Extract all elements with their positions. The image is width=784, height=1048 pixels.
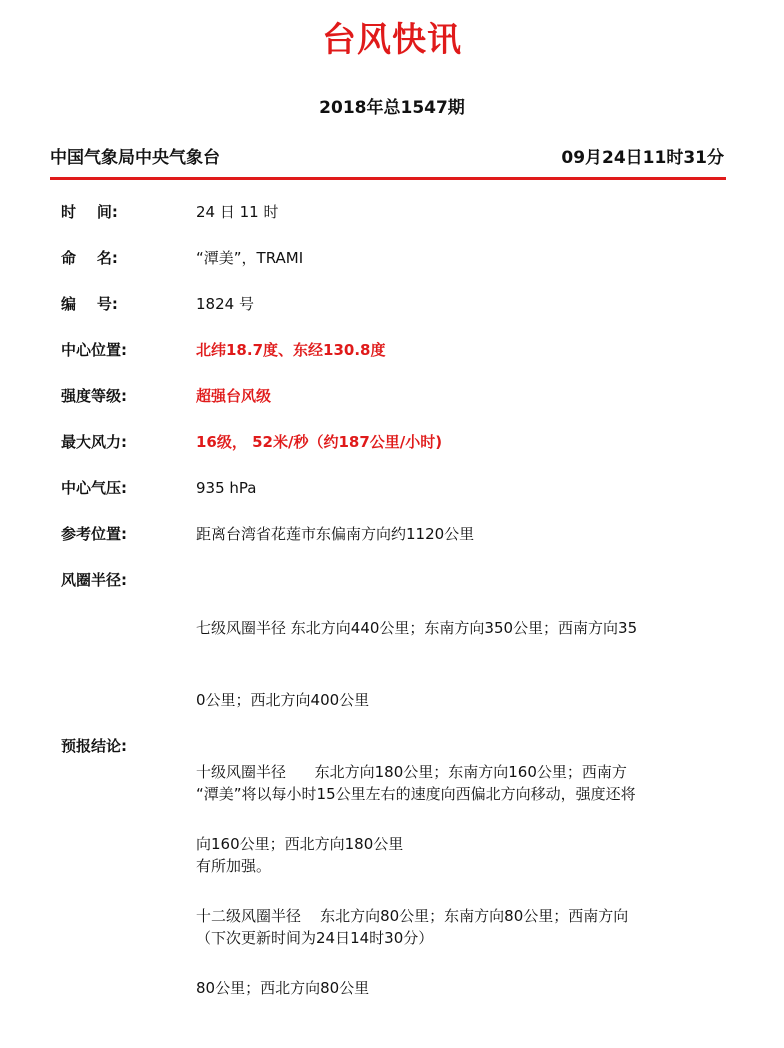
- field-value: 935 hPa: [196, 479, 257, 497]
- field-value: 北纬18.7度、东经130.8度: [196, 341, 386, 359]
- bulletin-header: [50, 143, 728, 173]
- field-label: 时 间:: [61, 203, 118, 221]
- field-label: 编 号:: [61, 295, 118, 313]
- forecast-line: （下次更新时间为24日14时30分）: [196, 929, 434, 947]
- field-label: 中心位置:: [61, 341, 127, 359]
- wind-radius-line: 七级风圈半径 东北方向440公里；东南方向350公里；西南方向35: [196, 619, 638, 637]
- field-label: 风圈半径:: [61, 571, 127, 589]
- page-title: 台风快讯: [322, 20, 462, 60]
- field-label: 命 名:: [61, 249, 118, 267]
- wind-radius-line: 向160公里；西北方向180公里: [196, 835, 404, 853]
- field-label: 中心气压:: [61, 479, 127, 497]
- field-value: 距离台湾省花莲市东偏南方向约1120公里: [196, 525, 475, 543]
- forecast-line: “潭美”将以每小时15公里左右的速度向西偏北方向移动，强度还将: [196, 785, 636, 803]
- issue-number: 2018年总1547期: [319, 98, 465, 118]
- field-label: 最大风力:: [61, 433, 127, 451]
- wind-radius-line: 80公里；西北方向80公里: [196, 979, 370, 997]
- forecast-line: 有所加强。: [196, 857, 272, 875]
- field-label: 参考位置:: [61, 525, 127, 543]
- agency-name: 中国气象局中央气象台: [50, 148, 220, 168]
- field-label: 强度等级:: [61, 387, 127, 405]
- field-value: 16级， 52米/秒（约187公里/小时): [196, 433, 443, 451]
- field-value: 24 日 11 时: [196, 203, 279, 221]
- header-divider: [50, 177, 726, 180]
- wind-radius-line: 十级风圈半径 东北方向180公里；东南方向160公里；西南方: [196, 763, 627, 781]
- field-value: 超强台风级: [196, 387, 272, 405]
- wind-radius-line: 十二级风圈半径 东北方向80公里；东南方向80公里；西南方向: [196, 907, 629, 925]
- field-label: 预报结论:: [61, 737, 127, 755]
- field-value: “潭美”，TRAMI: [196, 249, 304, 267]
- forecast-text: [196, 734, 636, 998]
- wind-radius-line: 0公里；西北方向400公里: [196, 691, 370, 709]
- field-value: 1824 号: [196, 295, 254, 313]
- issue-datetime: 09月24日11时31分: [561, 148, 724, 168]
